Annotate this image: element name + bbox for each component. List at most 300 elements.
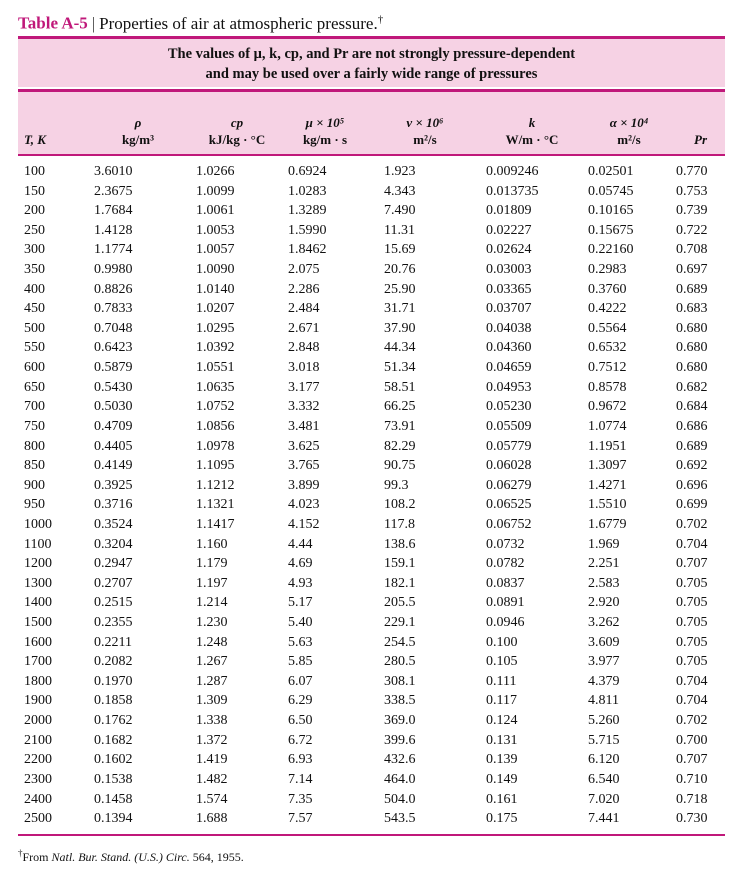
- table-cell: 0.6532: [588, 340, 627, 356]
- table-cell: 1.287: [196, 673, 228, 689]
- column-header-symbol: k: [528, 115, 536, 130]
- table-row: [18, 809, 725, 829]
- column-header-unit: m²/s: [617, 132, 641, 147]
- table-cell: 0.684: [676, 399, 708, 415]
- table-cell: 1.0266: [196, 164, 235, 179]
- table-cell: 0.175: [486, 811, 518, 827]
- table-cell: 0.0732: [486, 536, 525, 552]
- column-header-unit: m²/s: [413, 132, 437, 147]
- table-cell: 3.899: [288, 477, 320, 493]
- table-cell: 0.6423: [94, 340, 133, 356]
- table-cell: 0.689: [676, 281, 708, 297]
- table-number: Table A-5: [18, 13, 88, 33]
- table-cell: 2400: [24, 791, 52, 807]
- table-cell: 0.02501: [588, 164, 634, 179]
- properties-table: [18, 36, 725, 836]
- table-row: [18, 750, 725, 770]
- table-cell: 150: [24, 183, 45, 199]
- table-cell: 900: [24, 477, 45, 493]
- table-cell: 1.0283: [288, 183, 327, 199]
- table-cell: 159.1: [384, 556, 416, 572]
- table-cell: 1.0140: [196, 281, 235, 297]
- table-cell: 7.35: [288, 791, 313, 807]
- table-cell: 0.1602: [94, 752, 133, 768]
- table-cell: 1000: [24, 516, 52, 532]
- table-cell: 0.1762: [94, 713, 133, 729]
- table-cell: 1.0978: [196, 438, 235, 454]
- table-cell: 0.5430: [94, 379, 133, 395]
- table-cell: 0.013735: [486, 183, 539, 199]
- table-cell: 0.2983: [588, 262, 627, 278]
- table-cell: 5.85: [288, 654, 313, 670]
- table-cell: 1.8462: [288, 242, 327, 258]
- table-cell: 1300: [24, 575, 52, 591]
- table-cell: 0.0782: [486, 556, 525, 572]
- table-cell: 0.04659: [486, 360, 532, 376]
- column-header-5: [466, 114, 578, 148]
- table-row: [18, 319, 725, 339]
- table-cell: 0.22160: [588, 242, 634, 258]
- table-cell: 1.419: [196, 752, 228, 768]
- table-cell: 432.6: [384, 752, 416, 768]
- table-cell: 200: [24, 203, 45, 219]
- table-cell: 464.0: [384, 771, 416, 787]
- table-cell: 254.5: [384, 634, 416, 650]
- table-cell: 0.03365: [486, 281, 532, 297]
- table-row: [18, 456, 725, 476]
- table-cell: 1.0392: [196, 340, 235, 356]
- table-cell: 1.1095: [196, 458, 235, 474]
- column-header-symbol: Pr: [694, 132, 707, 147]
- table-cell: 5.40: [288, 615, 313, 631]
- table-cell: 0.707: [676, 752, 708, 768]
- table-cell: 1.5510: [588, 497, 627, 513]
- table-cell: 3.177: [288, 379, 320, 395]
- table-cell: 6.07: [288, 673, 313, 689]
- table-cell: 0.5879: [94, 360, 133, 376]
- table-cell: 1.0856: [196, 418, 235, 434]
- table-row: [18, 338, 725, 358]
- table-cell: 7.14: [288, 771, 313, 787]
- table-cell: 0.05745: [588, 183, 634, 199]
- table-cell: 0.131: [486, 732, 518, 748]
- table-cell: 0.6924: [288, 164, 327, 179]
- table-cell: 0.1682: [94, 732, 133, 748]
- table-cell: 2.583: [588, 575, 620, 591]
- table-cell: 1.4128: [94, 222, 133, 238]
- table-cell: 1600: [24, 634, 52, 650]
- table-cell: 0.4709: [94, 418, 133, 434]
- table-cell: 1400: [24, 595, 52, 611]
- column-header-unit: kg/m³: [121, 132, 155, 147]
- table-cell: 31.71: [384, 301, 416, 317]
- table-cell: 3.332: [288, 399, 320, 415]
- pressure-note: [18, 39, 725, 87]
- table-cell: 0.9672: [588, 399, 627, 415]
- table-cell: 1.372: [196, 732, 228, 748]
- table-cell: 1.230: [196, 615, 228, 631]
- table-cell: 4.343: [384, 183, 416, 199]
- table-cell: 0.705: [676, 615, 708, 631]
- table-cell: 6.93: [288, 752, 313, 768]
- table-cell: 0.696: [676, 477, 708, 493]
- table-cell: 0.770: [676, 164, 708, 179]
- table-row: [18, 280, 725, 300]
- table-row: [18, 182, 725, 202]
- table-caption: [99, 14, 383, 33]
- pressure-note-line-2: and may be used over a fairly wide range of pressures: [205, 66, 538, 82]
- table-cell: 280.5: [384, 654, 416, 670]
- table-cell: 2.671: [288, 320, 320, 336]
- table-cell: 0.105: [486, 654, 518, 670]
- table-cell: 0.3204: [94, 536, 133, 552]
- table-cell: 650: [24, 379, 45, 395]
- column-header-2: [182, 114, 278, 148]
- table-cell: 25.90: [384, 281, 416, 297]
- footnote-source: Natl. Bur. Stand. (U.S.) Circ.: [51, 850, 190, 864]
- table-cell: 0.02624: [486, 242, 532, 258]
- table-cell: 4.69: [288, 556, 313, 572]
- table-cell: 2500: [24, 811, 52, 827]
- table-row: [18, 378, 725, 398]
- table-cell: 0.04038: [486, 320, 532, 336]
- table-cell: 7.020: [588, 791, 620, 807]
- table-row: [18, 437, 725, 457]
- table-cell: 543.5: [384, 811, 416, 827]
- table-cell: 0.2707: [94, 575, 133, 591]
- table-caption-text: Properties of air at atmospheric pressure.: [99, 13, 378, 33]
- column-header-7: [670, 131, 725, 148]
- table-row: [18, 515, 725, 535]
- table-cell: 4.152: [288, 516, 320, 532]
- table-row: [18, 221, 725, 241]
- table-cell: 0.4149: [94, 458, 133, 474]
- table-cell: 0.4405: [94, 438, 133, 454]
- table-cell: 3.6010: [94, 164, 133, 179]
- table-cell: 82.29: [384, 438, 416, 454]
- table-cell: 1.482: [196, 771, 228, 787]
- table-cell: 2.075: [288, 262, 320, 278]
- table-cell: 700: [24, 399, 45, 415]
- table-cell: 6.540: [588, 771, 620, 787]
- table-cell: 205.5: [384, 595, 416, 611]
- table-row: [18, 299, 725, 319]
- column-header-1: [80, 114, 182, 148]
- table-cell: 0.05779: [486, 438, 532, 454]
- table-cell: 1200: [24, 556, 52, 572]
- table-cell: 138.6: [384, 536, 416, 552]
- column-header-6: [578, 114, 670, 148]
- table-cell: 300: [24, 242, 45, 258]
- table-cell: 0.100: [486, 634, 518, 650]
- table-cell: 44.34: [384, 340, 416, 356]
- table-row: [18, 790, 725, 810]
- table-cell: 0.117: [486, 693, 517, 709]
- table-cell: 4.379: [588, 673, 620, 689]
- table-cell: 450: [24, 301, 45, 317]
- table-cell: 0.683: [676, 301, 708, 317]
- table-cell: 0.02227: [486, 222, 532, 238]
- table-cell: 0.3760: [588, 281, 627, 297]
- source-footnote: [18, 848, 244, 865]
- table-cell: 1.248: [196, 634, 228, 650]
- table-cell: 1.3289: [288, 203, 327, 219]
- table-cell: 0.01809: [486, 203, 532, 219]
- table-row: [18, 201, 725, 221]
- table-cell: 73.91: [384, 418, 416, 434]
- table-cell: 1500: [24, 615, 52, 631]
- table-cell: 0.753: [676, 183, 708, 199]
- column-header-unit: kJ/kg · °C: [208, 132, 266, 147]
- table-row: [18, 162, 725, 182]
- table-cell: 1.1212: [196, 477, 235, 493]
- column-header-symbol: ρ: [134, 115, 142, 130]
- table-cell: 0.139: [486, 752, 518, 768]
- column-header-0: [18, 131, 80, 148]
- table-cell: 2300: [24, 771, 52, 787]
- table-cell: 400: [24, 281, 45, 297]
- table-cell: 66.25: [384, 399, 416, 415]
- table-cell: 0.8826: [94, 281, 133, 297]
- table-cell: 7.490: [384, 203, 416, 219]
- table-cell: 1900: [24, 693, 52, 709]
- table-cell: 4.023: [288, 497, 320, 513]
- table-row: [18, 593, 725, 613]
- table-cell: 0.04360: [486, 340, 532, 356]
- table-cell: 308.1: [384, 673, 416, 689]
- table-cell: 3.481: [288, 418, 320, 434]
- table-cell: 3.625: [288, 438, 320, 454]
- table-cell: 3.977: [588, 654, 620, 670]
- table-cell: 0.702: [676, 516, 708, 532]
- table-cell: 0.4222: [588, 301, 627, 317]
- table-cell: 100: [24, 164, 45, 179]
- footnote-prefix: From: [22, 850, 49, 864]
- table-cell: 369.0: [384, 713, 416, 729]
- table-cell: 6.120: [588, 752, 620, 768]
- table-cell: 58.51: [384, 379, 416, 395]
- table-cell: 0.692: [676, 458, 708, 474]
- table-cell: 0.111: [486, 673, 517, 689]
- table-cell: 2.920: [588, 595, 620, 611]
- table-cell: 0.699: [676, 497, 708, 513]
- table-cell: 117.8: [384, 516, 415, 532]
- table-row: [18, 554, 725, 574]
- table-cell: 11.31: [384, 222, 415, 238]
- table-title: [18, 6, 383, 32]
- table-cell: 0.2355: [94, 615, 133, 631]
- table-row: [18, 770, 725, 790]
- table-cell: 850: [24, 458, 45, 474]
- table-cell: 0.697: [676, 262, 708, 278]
- column-header-unit: kg/m · s: [302, 132, 348, 147]
- table-cell: 1.179: [196, 556, 228, 572]
- table-body: [18, 156, 725, 829]
- table-cell: 1.214: [196, 595, 228, 611]
- table-cell: 6.50: [288, 713, 313, 729]
- table-cell: 1.1774: [94, 242, 133, 258]
- table-cell: 3.262: [588, 615, 620, 631]
- table-cell: 2.251: [588, 556, 620, 572]
- table-row: [18, 652, 725, 672]
- table-cell: 1.0635: [196, 379, 235, 395]
- table-cell: 1.4271: [588, 477, 627, 493]
- table-cell: 0.7512: [588, 360, 627, 376]
- table-cell: 1.0099: [196, 183, 235, 199]
- table-cell: 2.3675: [94, 183, 133, 199]
- table-cell: 0.680: [676, 320, 708, 336]
- table-cell: 1.0752: [196, 399, 235, 415]
- title-footnote-mark: †: [377, 13, 384, 25]
- table-cell: 1.7684: [94, 203, 133, 219]
- table-cell: 0.7048: [94, 320, 133, 336]
- table-cell: 0.3716: [94, 497, 133, 513]
- table-cell: 0.710: [676, 771, 708, 787]
- table-cell: 1.3097: [588, 458, 627, 474]
- table-row: [18, 691, 725, 711]
- table-cell: 0.705: [676, 575, 708, 591]
- table-cell: 0.702: [676, 713, 708, 729]
- table-cell: 0.680: [676, 360, 708, 376]
- table-cell: 0.15675: [588, 222, 634, 238]
- table-cell: 0.3925: [94, 477, 133, 493]
- table-cell: 0.06752: [486, 516, 532, 532]
- table-cell: 182.1: [384, 575, 416, 591]
- table-cell: 1.1321: [196, 497, 235, 513]
- table-cell: 4.44: [288, 536, 313, 552]
- table-cell: 0.0946: [486, 615, 525, 631]
- table-cell: 1.969: [588, 536, 620, 552]
- table-cell: 0.8578: [588, 379, 627, 395]
- table-cell: 0.2515: [94, 595, 133, 611]
- table-cell: 0.708: [676, 242, 708, 258]
- table-cell: 0.689: [676, 438, 708, 454]
- table-cell: 3.018: [288, 360, 320, 376]
- table-cell: 7.57: [288, 811, 313, 827]
- table-cell: 1.6779: [588, 516, 627, 532]
- table-cell: 338.5: [384, 693, 416, 709]
- table-cell: 350: [24, 262, 45, 278]
- table-cell: 2.848: [288, 340, 320, 356]
- table-cell: 0.06279: [486, 477, 532, 493]
- table-cell: 4.811: [588, 693, 619, 709]
- table-cell: 0.705: [676, 595, 708, 611]
- column-header-4: [362, 114, 466, 148]
- table-cell: 2200: [24, 752, 52, 768]
- table-cell: 0.1538: [94, 771, 133, 787]
- column-header-symbol: ν × 10⁶: [406, 115, 444, 130]
- table-cell: 1800: [24, 673, 52, 689]
- table-row: [18, 358, 725, 378]
- table-cell: 15.69: [384, 242, 416, 258]
- bottom-rule: [18, 834, 725, 836]
- table-cell: 0.1394: [94, 811, 133, 827]
- column-header-unit: W/m · °C: [505, 132, 559, 147]
- table-cell: 0.2947: [94, 556, 133, 572]
- table-cell: 1.160: [196, 536, 228, 552]
- table-cell: 1.0774: [588, 418, 627, 434]
- table-row: [18, 240, 725, 260]
- table-cell: 0.1458: [94, 791, 133, 807]
- table-row: [18, 535, 725, 555]
- table-cell: 0.06525: [486, 497, 532, 513]
- table-row: [18, 417, 725, 437]
- column-header-symbol: α × 10⁴: [609, 115, 649, 130]
- table-row: [18, 633, 725, 653]
- table-cell: 0.10165: [588, 203, 634, 219]
- table-cell: 0.705: [676, 634, 708, 650]
- table-cell: 5.17: [288, 595, 313, 611]
- table-cell: 0.739: [676, 203, 708, 219]
- table-cell: 0.682: [676, 379, 708, 395]
- table-cell: 0.0837: [486, 575, 525, 591]
- table-cell: 1.267: [196, 654, 228, 670]
- table-cell: 2.484: [288, 301, 320, 317]
- table-cell: 950: [24, 497, 45, 513]
- table-cell: 0.2082: [94, 654, 133, 670]
- table-cell: 0.03003: [486, 262, 532, 278]
- table-cell: 0.7833: [94, 301, 133, 317]
- column-header-3: [278, 114, 362, 148]
- table-cell: 1.923: [384, 164, 416, 179]
- table-cell: 0.5564: [588, 320, 627, 336]
- table-cell: 0.009246: [486, 164, 539, 179]
- table-cell: 6.29: [288, 693, 313, 709]
- table-cell: 0.722: [676, 222, 708, 238]
- table-cell: 600: [24, 360, 45, 376]
- table-cell: 250: [24, 222, 45, 238]
- table-cell: 0.5030: [94, 399, 133, 415]
- table-cell: 0.05230: [486, 399, 532, 415]
- table-cell: 1.0551: [196, 360, 235, 376]
- table-cell: 1.0053: [196, 222, 235, 238]
- table-cell: 1.338: [196, 713, 228, 729]
- table-cell: 0.3524: [94, 516, 133, 532]
- table-row: [18, 495, 725, 515]
- table-cell: 108.2: [384, 497, 416, 513]
- table-cell: 1.309: [196, 693, 228, 709]
- table-cell: 37.90: [384, 320, 416, 336]
- table-row: [18, 397, 725, 417]
- table-cell: 0.05509: [486, 418, 532, 434]
- table-row: [18, 711, 725, 731]
- table-cell: 4.93: [288, 575, 313, 591]
- table-cell: 0.700: [676, 732, 708, 748]
- table-cell: 0.680: [676, 340, 708, 356]
- footnote-mark: †: [18, 848, 23, 858]
- table-cell: 0.124: [486, 713, 518, 729]
- table-row: [18, 260, 725, 280]
- table-cell: 5.63: [288, 634, 313, 650]
- table-cell: 1.574: [196, 791, 228, 807]
- table-cell: 0.704: [676, 536, 708, 552]
- table-cell: 1.0057: [196, 242, 235, 258]
- table-cell: 0.149: [486, 771, 518, 787]
- table-cell: 7.441: [588, 811, 620, 827]
- table-row: [18, 672, 725, 692]
- table-row: [18, 613, 725, 633]
- table-row: [18, 574, 725, 594]
- table-cell: 0.0891: [486, 595, 525, 611]
- table-row: [18, 731, 725, 751]
- table-cell: 3.765: [288, 458, 320, 474]
- footnote-suffix: 564, 1955.: [192, 850, 244, 864]
- table-cell: 1.688: [196, 811, 228, 827]
- table-cell: 500: [24, 320, 45, 336]
- table-cell: 90.75: [384, 458, 416, 474]
- table-cell: 1.0090: [196, 262, 235, 278]
- table-cell: 2100: [24, 732, 52, 748]
